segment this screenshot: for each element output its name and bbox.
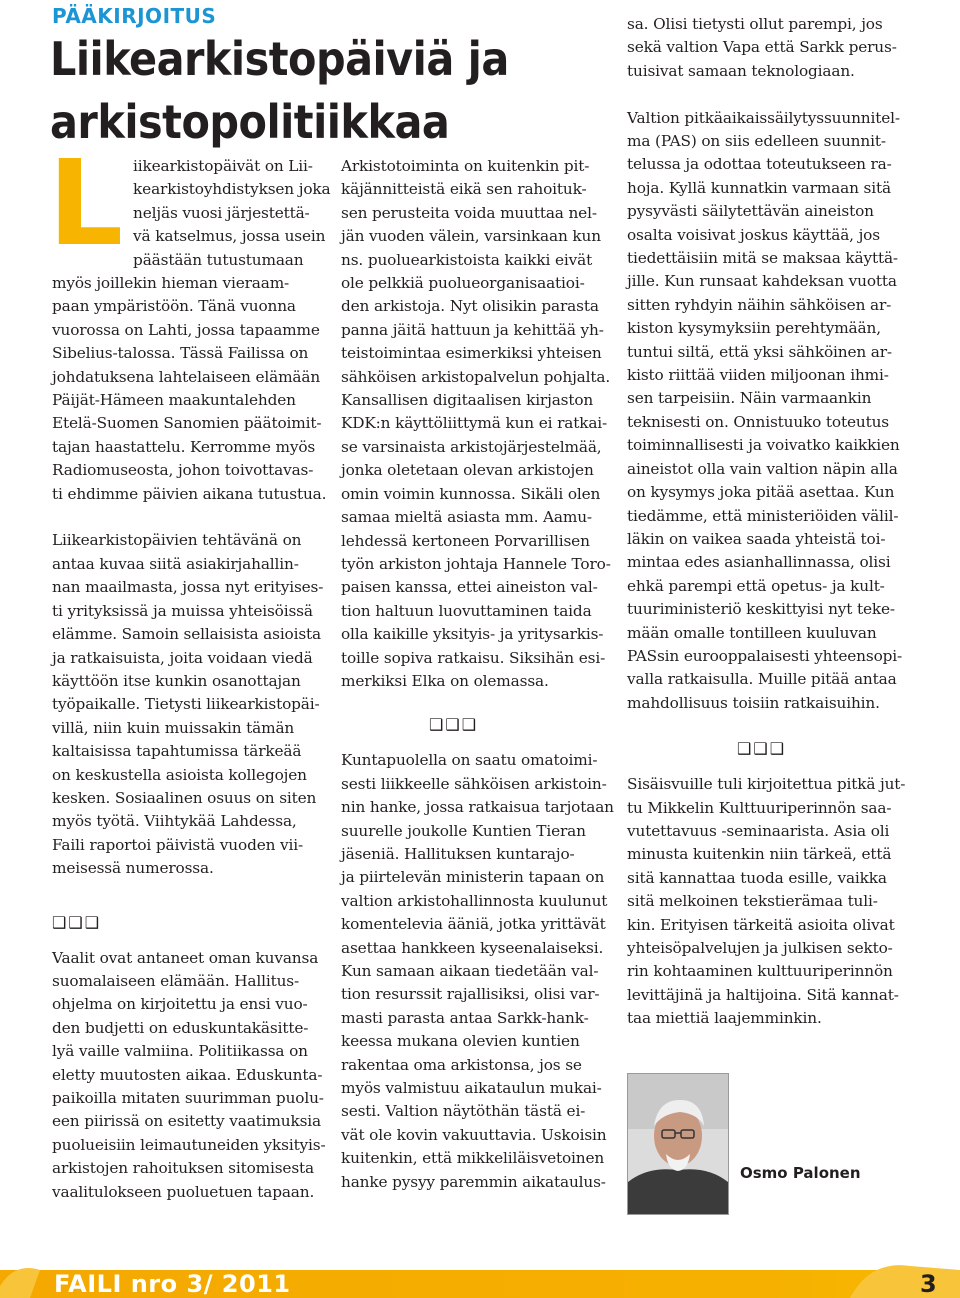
text-line: keessa mukana olevien kuntien [341,1032,580,1051]
text-line: aineistot olla vain valtion näpin alla [627,459,898,478]
text-line: Faili raportoi päivistä vuoden vii- [52,835,304,854]
text-line: sitä melkoinen tekstierämaa tuli- [627,892,878,911]
column-2-text [341,155,611,693]
text-line: jäseniä. Hallituksen kuntarajo- [341,844,575,863]
text-line: rin kohtaaminen kulttuuriperinnön [627,962,893,981]
column-2-text-2 [341,749,614,1194]
text-line: taa miettiä laajemminkin. [627,1009,822,1028]
text-line: on keskustella asioista kollegojen [52,765,307,784]
text-line: päästään tutustumaan [133,250,304,269]
text-line: tuntui siltä, että yksi sähköinen ar- [627,342,892,361]
text-line: Kuntapuolella on saatu omatoimi- [341,751,598,770]
text-line: sitä kannattaa tuoda esille, vaikka [627,868,887,887]
text-line: tuisivat samaan teknologiaan. [627,61,855,80]
text-line: ns. puoluearkistoista kaikki eivät [341,250,593,269]
text-line: ma (PAS) on siis edelleen suunnit- [627,132,886,151]
text-line: arkistojen rahoituksen sitomisesta [52,1159,314,1178]
text-line: neljäs vuosi järjestettä- [133,203,310,222]
text-line: nin hanke, jossa ratkaisua tarjotaan [341,798,614,817]
text-line: sesti liikkeelle sähköisen arkistoin- [341,774,607,793]
text-line: suomalaiseen elämään. Hallitus- [52,971,300,990]
text-line: teistoimintaa esimerkiksi yhteisen [341,344,602,363]
text-line: valtion arkistohallinnosta kuulunut [341,891,608,910]
text-line: rakentaa oma arkistonsa, jos se [341,1055,582,1074]
section-kicker: PÄÄKIRJOITUS [52,4,217,28]
text-line: Valtion pitkäaikaissäilytyssuunnitel- [627,108,900,127]
headline-line-2: arkistopolitiikkaa [50,95,450,149]
text-line: Sibelius-talossa. Tässä Failissa on [52,344,309,363]
text-line: antaa kuvaa siitä asiakirjahallin- [52,554,299,573]
text-line: den budjetti on eduskuntakäsitte- [52,1018,309,1037]
text-line: Päijät-Hämeen maakuntalehden [52,391,296,410]
text-line: iikearkistopäivät on Lii- [133,157,313,175]
text-line: työn arkiston johtaja Hannele Toro- [341,554,611,573]
text-line: merkiksi Elka on olemassa. [341,671,549,690]
separator-bullets-icon: ❑❑❑ [737,739,787,759]
text-line: puolueisiin leimautuneiden yksityis- [52,1135,326,1154]
text-line: tion haltuun luovuttaminen taida [341,601,592,620]
text-line: käjännitteistä eikä sen rahoituk- [341,180,587,199]
text-line: kaltaisissa tapahtumissa tärkeää [52,742,302,761]
text-line: sekä valtion Vapa että Sarkk perus- [627,38,897,57]
text-line: yhteisöpalvelujen ja julkisen sekto- [627,939,893,958]
text-line: myös työtä. Viihtykää Lahdessa, [52,812,297,831]
text-line: mään omalle tontilleen kuuluvan [627,623,877,642]
text-line: kin. Erityisen tärkeitä asioita olivat [627,915,895,934]
headline-line-1: Liikearkistopäiviä ja [50,32,509,86]
text-line: ti yrityksissä ja muissa yhteisöissä [52,601,313,620]
text-line: villä, niin kuin muissakin tämän [52,718,295,737]
text-line: teknisesti on. Onnistuuko toteutus [627,412,889,431]
text-line: osalta voisivat joskus käyttää, jos [627,225,880,244]
author-photo [627,1073,729,1215]
text-line: sitten ryhdyin näihin sähköisen ar- [627,295,892,314]
text-line: sen perusteita voida muuttaa nel- [341,203,597,222]
text-line: kiston kysymyksiin perehtymään, [627,319,881,338]
text-line: paan ympäristöön. Tänä vuonna [52,297,296,316]
text-line: vuorossa on Lahti, jossa tapaamme [52,320,320,339]
text-line: ja piirtelevän ministerin tapaan on [341,868,605,887]
text-line: ohjelma on kirjoitettu ja ensi vuo- [52,995,308,1014]
text-line: lehdessä kertoneen Porvarillisen [341,531,590,550]
text-line: meisessä numerossa. [52,859,214,878]
section-separator [52,911,314,947]
footer-swoosh-icon [0,1256,60,1298]
separator-bullets-icon: ❑❑❑ [429,715,479,735]
text-line: vaalitulokseen puoluetuen tapaan. [52,1182,315,1201]
text-line: KDK:n käyttöliittymä kun ei ratkai- [341,414,608,433]
text-line: Etelä-Suomen Sanomien päätoimit- [52,414,322,433]
text-line: vä katselmus, jossa usein [133,227,326,246]
text-line: nan maailmasta, jossa nyt erityises- [52,578,324,597]
text-line: Kun samaan aikaan tiedetään val- [341,962,599,980]
text-line: toiminnallisesti ja voivatko kaikkien [627,436,900,455]
text-line: telussa ja odottaa toteutukseen ra- [627,155,892,174]
text-line: levittäjinä ja haltijoina. Sitä kannat- [627,985,899,1004]
paragraph-gap [52,506,314,529]
text-line: tiedämme, että ministeriöiden välil- [627,506,899,525]
section-separator [627,737,927,773]
text-line: panna jäitä hattuun ja kehittää yh- [341,320,604,339]
text-line: mahdollisuus toisiin ratkaisuihin. [627,693,880,712]
text-line: johdatuksena lahtelaiseen elämään [52,367,321,386]
text-line: jille. Kun runsaat kahdeksan vuotta [627,272,897,291]
column-3-text [627,13,927,715]
magazine-issue: FAILI nro 3/ 2011 [54,1270,291,1298]
text-line: samaa mieltä asiasta mm. Aamu- [341,508,592,527]
text-line: eletty muutosten aikaa. Eduskunta- [52,1065,323,1084]
article-headline [50,28,590,154]
column-2 [341,155,614,1194]
text-line: työpaikalle. Tietysti liikearkistopäi- [52,695,320,714]
text-line: kisto riittää viiden miljoonan ihmi- [627,366,889,385]
paragraph-gap [627,83,927,106]
text-line: suurelle joukolle Kuntien Tieran [341,821,586,840]
portrait-image [628,1074,728,1214]
text-line: tuuriministeriö keskittyisi nyt teke- [627,600,895,619]
text-line: een piirissä on esitetty vaatimuksia [52,1112,322,1131]
text-line: paisen kanssa, ettei aineiston val- [341,578,598,597]
text-line: Vaalit ovat antaneet oman kuvansa [52,948,319,967]
text-line: tion resurssit rajallisiksi, olisi var- [341,985,600,1004]
text-line: kesken. Sosiaalinen osuus on siten [52,788,317,807]
text-line: komentelevia ääniä, jotka yrittävät [341,915,606,934]
text-line: elämme. Samoin sellaisista asioista [52,625,322,644]
text-line: asettaa hankkeen kyseenalaiseksi. [341,938,604,957]
text-line: kearkistoyhdistyksen joka [133,180,331,199]
text-line: ti ehdimme päivien aikana tutustua. [52,484,327,503]
text-line: tiedettäisiin mitä se maksaa käyttä- [627,249,898,268]
text-line: den arkistoja. Nyt olisikin parasta [341,297,599,316]
page-number: 3 [920,1270,937,1298]
text-line: käyttöön itse kunkin osanottajan [52,671,301,690]
text-line: Radiomuseosta, johon toivottavas- [52,461,314,480]
text-line: tajan haastattelu. Kerromme myös [52,437,316,456]
text-line: minusta kuitenkin niin tärkeä, että [627,845,892,864]
author-name: Osmo Palonen [740,1164,861,1182]
text-line: paikoilla mitaten suurimman puolu- [52,1089,324,1108]
text-line: toille sopiva ratkaisu. Siksihän esi- [341,648,606,667]
text-line: vutettavuus -seminaarista. Asia oli [627,821,890,840]
text-line: Arkistotoiminta on kuitenkin pit- [341,157,590,175]
text-line: jän vuoden välein, varsinkaan kun [341,227,601,246]
text-line: sähköisen arkistopalvelun pohjalta. [341,367,611,386]
text-line: myös valmistuu aikataulun mukai- [341,1079,602,1098]
drop-cap: L [48,134,124,272]
column-1-text-2 [52,947,326,1204]
text-line: tu Mikkelin Kulttuuriperinnön saa- [627,798,892,817]
text-line: on kysymys joka pitää asettaa. Kun [627,483,895,502]
text-line: olla kaikille yksityis- ja yritysarkis- [341,625,604,644]
text-line: ja ratkaisuista, joita voidaan viedä [52,648,313,667]
text-line: ole pelkkiä puolueorganisaatioi- [341,274,585,293]
text-line: mintaa edes asianhallinnassa, olisi [627,553,891,572]
footer-swoosh-icon [840,1256,960,1298]
text-line: pysyvästi säilytettävän aineiston [627,202,874,221]
text-line: Kansallisen digitaalisen kirjaston [341,391,594,410]
separator-bullets-icon: ❑❑❑ [52,912,102,932]
text-line: valla ratkaisulla. Muille pitää antaa [627,670,897,689]
text-line: PASsin eurooppalaisesti yhteensopi- [627,646,903,665]
text-line: sa. Olisi tietysti ollut parempi, jos [627,15,883,33]
text-line: masti parasta antaa Sarkk-hank- [341,1008,589,1027]
text-line: Sisäisvuille tuli kirjoitettua pitkä jut- [627,775,906,794]
text-line: vät ole kovin vakuuttavia. Uskoisin [341,1125,607,1144]
text-line: lyä vaille valmiina. Politiikassa on [52,1042,308,1061]
text-line: ehkä parempi että opetus- ja kult- [627,576,885,595]
text-line: myös joillekin hieman vieraam- [52,274,290,293]
text-line: hanke pysyy paremmin aikataulus- [341,1172,606,1191]
column-3-text-2 [627,773,927,1030]
text-line: omin voimin kunnossa. Sikäli olen [341,484,601,503]
text-line: se varsinaista arkistojärjestelmää, [341,437,602,456]
column-1 [48,134,331,1204]
text-line: jonka oletetaan olevan arkistojen [341,461,594,480]
text-line: sen tarpeisiin. Näin varmaankin [627,389,872,408]
text-line: läkin on vaikea saada yhteistä toi- [627,529,886,548]
text-line: Liikearkistopäivien tehtävänä on [52,531,302,550]
column-3 [627,13,927,1031]
text-line: sesti. Valtion näytöthän tästä ei- [341,1102,586,1121]
section-separator [341,713,603,749]
text-line: hoja. Kyllä kunnatkin varmaan sitä [627,178,891,197]
text-line: kuitenkin, että mikkeliläisvetoinen [341,1149,605,1168]
page-footer [0,1256,960,1298]
